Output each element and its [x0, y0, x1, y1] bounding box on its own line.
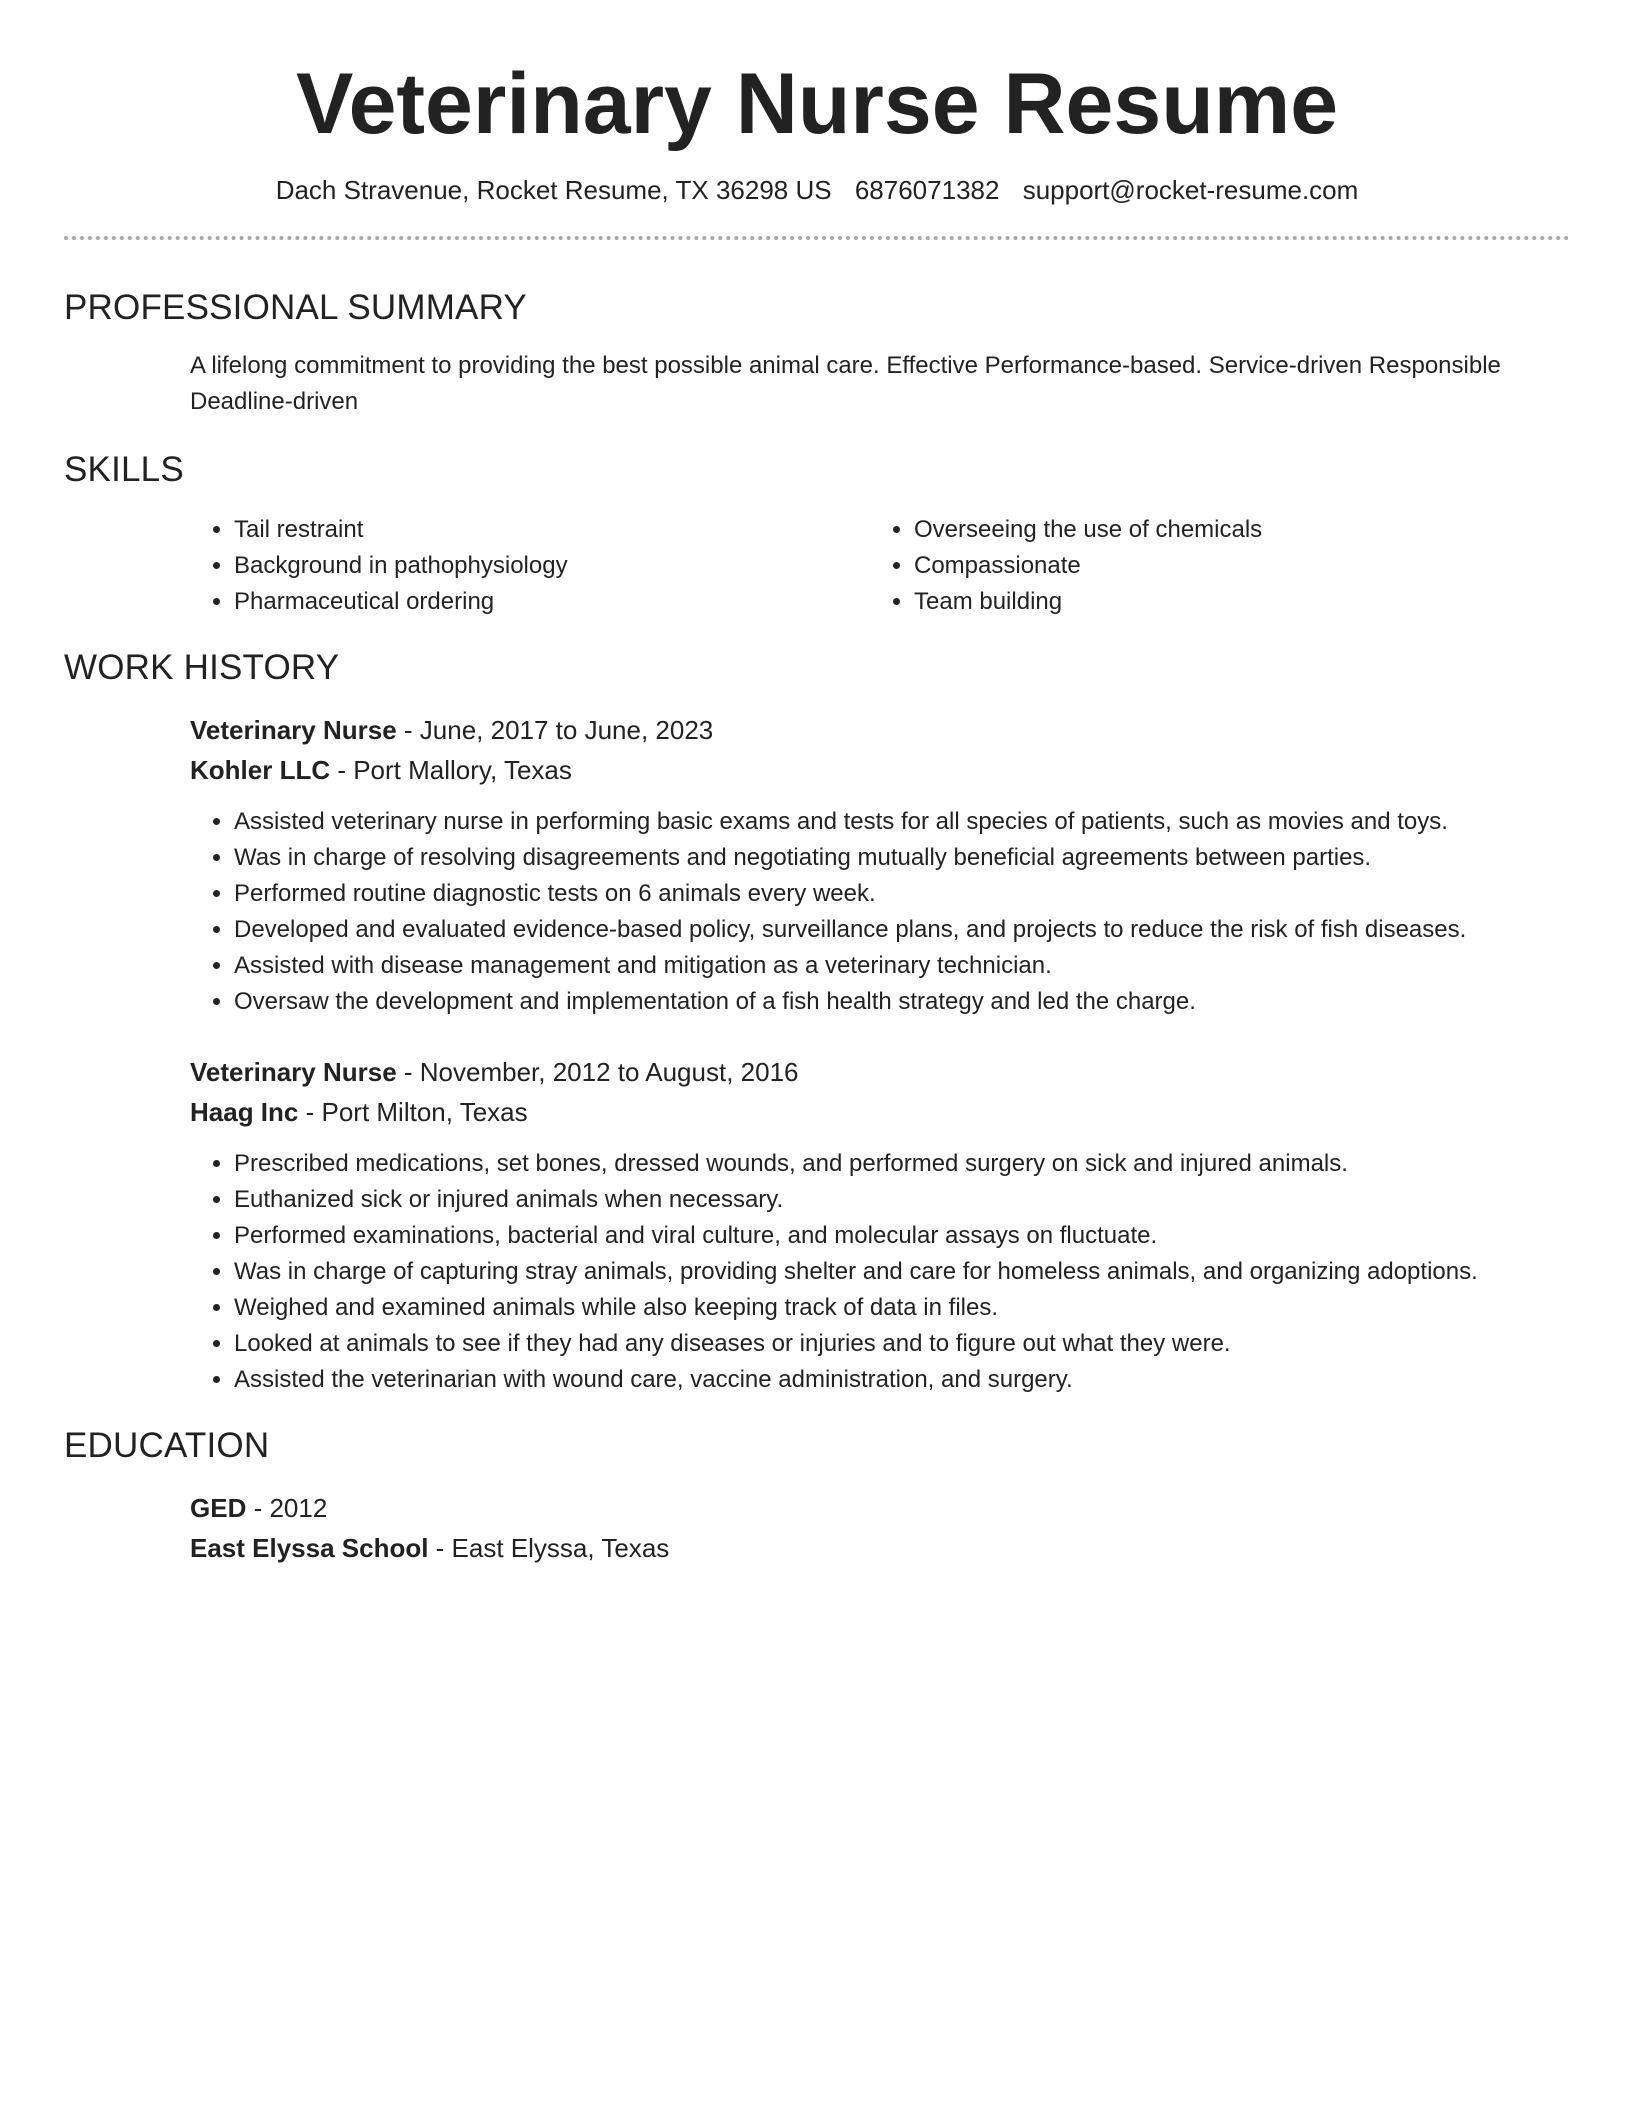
job-duty: • Assisted the veterinarian with wound care, vaccine administration, and surgery.: [234, 1362, 1570, 1398]
skills-column-right: [870, 512, 1550, 620]
resume-title: Veterinary Nurse Resume: [295, 56, 1339, 152]
summary-heading: PROFESSIONAL SUMMARY: [64, 288, 527, 327]
contact-address: Dach Stravenue, Rocket Resume, TX 36298 US: [275, 175, 832, 205]
job-duties: [190, 804, 1570, 1020]
work-history-heading: WORK HISTORY: [64, 648, 340, 687]
job-company-line: [190, 1092, 1570, 1132]
job-title-line: [190, 710, 1570, 750]
skill-item: • Team building: [914, 584, 1550, 620]
job-dates: - June, 2017 to June, 2023: [396, 715, 714, 745]
education-heading: EDUCATION: [64, 1426, 270, 1465]
skill-item: • Compassionate: [914, 548, 1550, 584]
job-duty: • Prescribed medications, set bones, dressed wounds, and performed surgery on sick and injured animals.: [234, 1146, 1570, 1182]
education-school-line: [190, 1528, 1570, 1568]
job-duty: • Performed examinations, bacterial and viral culture, and molecular assays on fluctuate.: [234, 1218, 1570, 1254]
education-location: - East Elyssa, Texas: [428, 1533, 670, 1563]
header-divider: [64, 236, 1570, 240]
job-dates: - November, 2012 to August, 2016: [396, 1057, 799, 1087]
job-entry: [190, 1052, 1570, 1398]
job-company-line: [190, 750, 1570, 790]
contact-line: [64, 172, 1570, 208]
job-company: Kohler LLC: [190, 755, 331, 785]
contact-phone: 6876071382: [854, 175, 1000, 205]
job-entry: [190, 710, 1570, 1020]
job-company: Haag Inc: [190, 1097, 299, 1127]
skill-item: • Overseeing the use of chemicals: [914, 512, 1550, 548]
job-title: Veterinary Nurse: [190, 715, 397, 745]
job-title-line: [190, 1052, 1570, 1092]
job-duty: • Was in charge of resolving disagreements and negotiating mutually beneficial agreements between parties.: [234, 840, 1570, 876]
job-duty: • Euthanized sick or injured animals when necessary.: [234, 1182, 1570, 1218]
education-degree-line: [190, 1488, 1570, 1528]
contact-email: support@rocket-resume.com: [1022, 175, 1359, 205]
job-duty: • Performed routine diagnostic tests on 6 animals every week.: [234, 876, 1570, 912]
resume-page: [64, 0, 1570, 1568]
education-year: - 2012: [246, 1493, 328, 1523]
job-duty: • Assisted veterinary nurse in performing basic exams and tests for all species of patients, such as movies and toys.: [234, 804, 1570, 840]
job-title: Veterinary Nurse: [190, 1057, 397, 1087]
job-location: - Port Mallory, Texas: [330, 755, 572, 785]
education-entry: [190, 1488, 1570, 1568]
skills-column-left: [190, 512, 870, 620]
job-duty: • Was in charge of capturing stray animals, providing shelter and care for homeless animals, and organizing adoptions.: [234, 1254, 1570, 1290]
job-duty: • Assisted with disease management and mitigation as a veterinary technician.: [234, 948, 1570, 984]
job-duty: • Looked at animals to see if they had any diseases or injuries and to figure out what they were.: [234, 1326, 1570, 1362]
summary-body: [190, 348, 1570, 420]
education-degree: GED: [190, 1493, 247, 1523]
job-duty: • Oversaw the development and implementation of a fish health strategy and led the charge.: [234, 984, 1570, 1020]
job-location: - Port Milton, Texas: [298, 1097, 528, 1127]
skill-item: • Pharmaceutical ordering: [234, 584, 870, 620]
summary-text: A lifelong commitment to providing the best possible animal care. Effective Performance-based. Service-driven Responsible Deadline-driven: [190, 352, 1501, 415]
job-duty: • Developed and evaluated evidence-based policy, surveillance plans, and projects to reduce the risk of fish diseases.: [234, 912, 1570, 948]
skill-item: • Background in pathophysiology: [234, 548, 870, 584]
skill-item: • Tail restraint: [234, 512, 870, 548]
job-duty: • Weighed and examined animals while also keeping track of data in files.: [234, 1290, 1570, 1326]
skills-heading: SKILLS: [64, 450, 184, 489]
job-duties: [190, 1146, 1570, 1398]
education-school: East Elyssa School: [190, 1533, 429, 1563]
skills-list: [190, 512, 1570, 620]
